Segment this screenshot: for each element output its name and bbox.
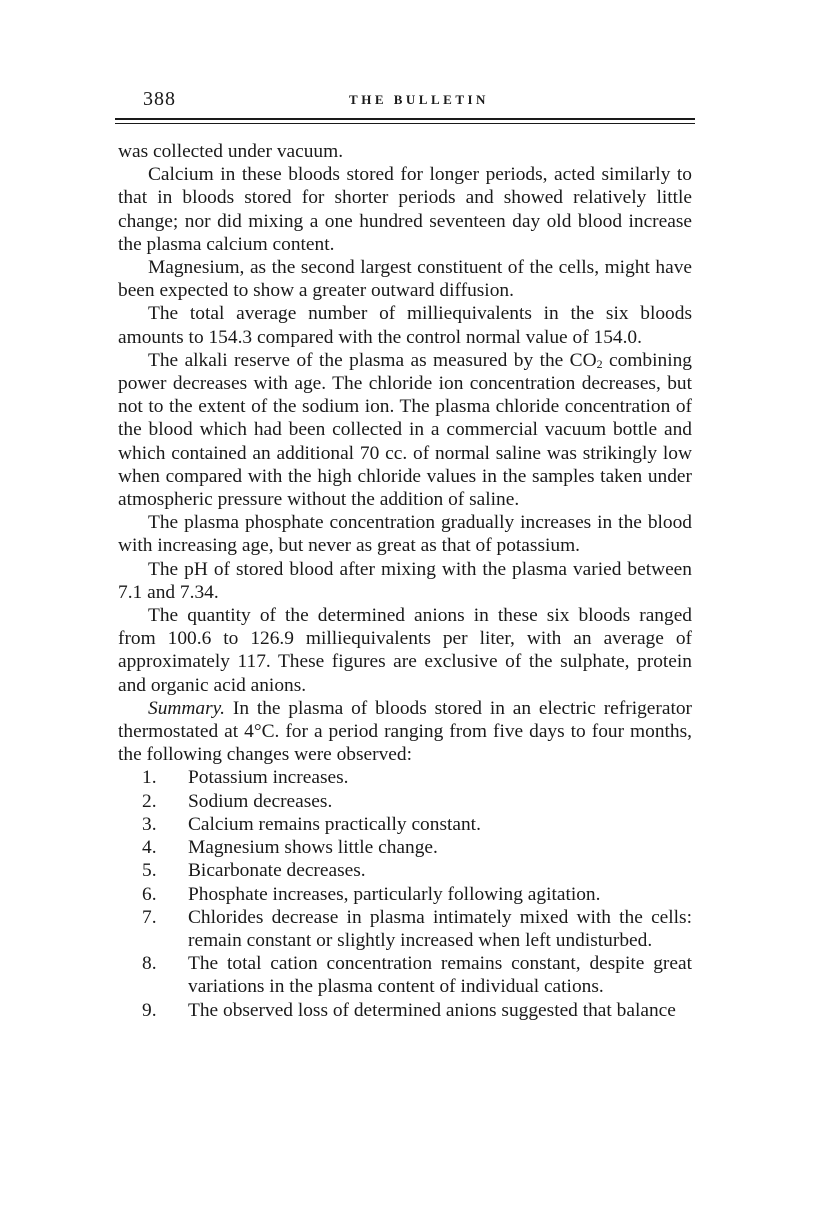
- list-number: 8.: [142, 953, 157, 975]
- list-item: [118, 836, 692, 859]
- list-item: [118, 859, 692, 882]
- paragraph-ph: The pH of stored blood after mixing with the plasma varied between 7.1 and 7.34.: [118, 558, 692, 603]
- list-text: Chlorides decrease in plasma intimately mixed with the cells: remain constant or slightly increased when left undisturbed.: [188, 906, 692, 951]
- paragraph-milliequivalents: The total average number of milliequivalents in the six bloods amounts to 154.3 compared with the control normal value of 154.0.: [118, 303, 692, 348]
- paragraph-vacuum: was collected under vacuum.: [118, 141, 344, 162]
- list-text: Potassium increases.: [188, 767, 349, 789]
- paragraph-magnesium: Magnesium, as the second largest constituent of the cells, might have been expected to show a greater outward diffusion.: [118, 257, 692, 302]
- list-text: Sodium decreases.: [188, 790, 333, 812]
- list-number: 2.: [142, 790, 157, 812]
- list-text: The observed loss of determined anions suggested that balance: [188, 999, 676, 1021]
- running-title: THE BULLETIN: [349, 92, 489, 107]
- paragraph-anions: The quantity of the determined anions in these six bloods ranged from 100.6 to 126.9 milliequivalents per liter, with an average of approximately 117. These figures are exclusive of the sulphate, protein and organic acid anions.: [118, 605, 692, 696]
- summary-label: Summary.: [148, 697, 226, 719]
- paragraph-phosphate: The plasma phosphate concentration gradually increases in the blood with increasing age, but never as great as that of potassium.: [118, 512, 692, 557]
- list-item: [118, 790, 692, 813]
- header-rule-thick: [115, 118, 695, 120]
- co2-subscript: 2: [596, 356, 603, 371]
- summary-text: In the plasma of bloods stored in an electric refrigerator thermostated at 4°C. for a period ranging from five days to four months, the following changes were observed:: [118, 697, 692, 766]
- list-number: 1.: [142, 767, 157, 789]
- list-text: The total cation concentration remains constant, despite great variations in the plasma content of individual cations.: [188, 953, 692, 998]
- list-item: [118, 952, 692, 998]
- header-rule-thin: [115, 123, 695, 124]
- paragraph-alkali-reserve: [118, 349, 692, 511]
- page-number: 388: [143, 88, 176, 110]
- list-number: 9.: [142, 999, 157, 1021]
- list-text: Phosphate increases, particularly following agitation.: [188, 883, 601, 905]
- alkali-text-end: combining power decreases with age. The chloride ion concentration decreases, but not to the extent of the sodium ion. The plasma chloride concentration of the blood which had been collected in a commercial vacuum bottle and which contained an additional 70 cc. of normal saline was strikingly low when compared with the high chloride values in the samples taken under atmospheric pressure without the addition of saline.: [118, 349, 692, 511]
- list-number: 5.: [142, 860, 157, 882]
- paragraph-calcium: Calcium in these bloods stored for longer periods, acted similarly to that in bloods stored for shorter periods and showed relatively little change; nor did mixing a one hundred seventeen day old blood increase the plasma calcium content.: [118, 164, 692, 255]
- list-text: Calcium remains practically constant.: [188, 813, 481, 835]
- alkali-text-start: The alkali reserve of the plasma as measured by the CO: [148, 349, 597, 371]
- paragraph-summary: [118, 697, 692, 767]
- body-text: [118, 140, 692, 1022]
- list-item: [118, 906, 692, 952]
- list-item: [118, 883, 692, 906]
- list-number: 4.: [142, 837, 157, 859]
- list-number: 6.: [142, 883, 157, 905]
- list-item: [118, 766, 692, 789]
- list-text: Magnesium shows little change.: [188, 837, 438, 859]
- page-header: [143, 88, 695, 112]
- list-number: 3.: [142, 813, 157, 835]
- list-item: [118, 813, 692, 836]
- list-number: 7.: [142, 906, 157, 928]
- list-item: [118, 999, 692, 1022]
- list-text: Bicarbonate decreases.: [188, 860, 366, 882]
- summary-list: [118, 766, 692, 1021]
